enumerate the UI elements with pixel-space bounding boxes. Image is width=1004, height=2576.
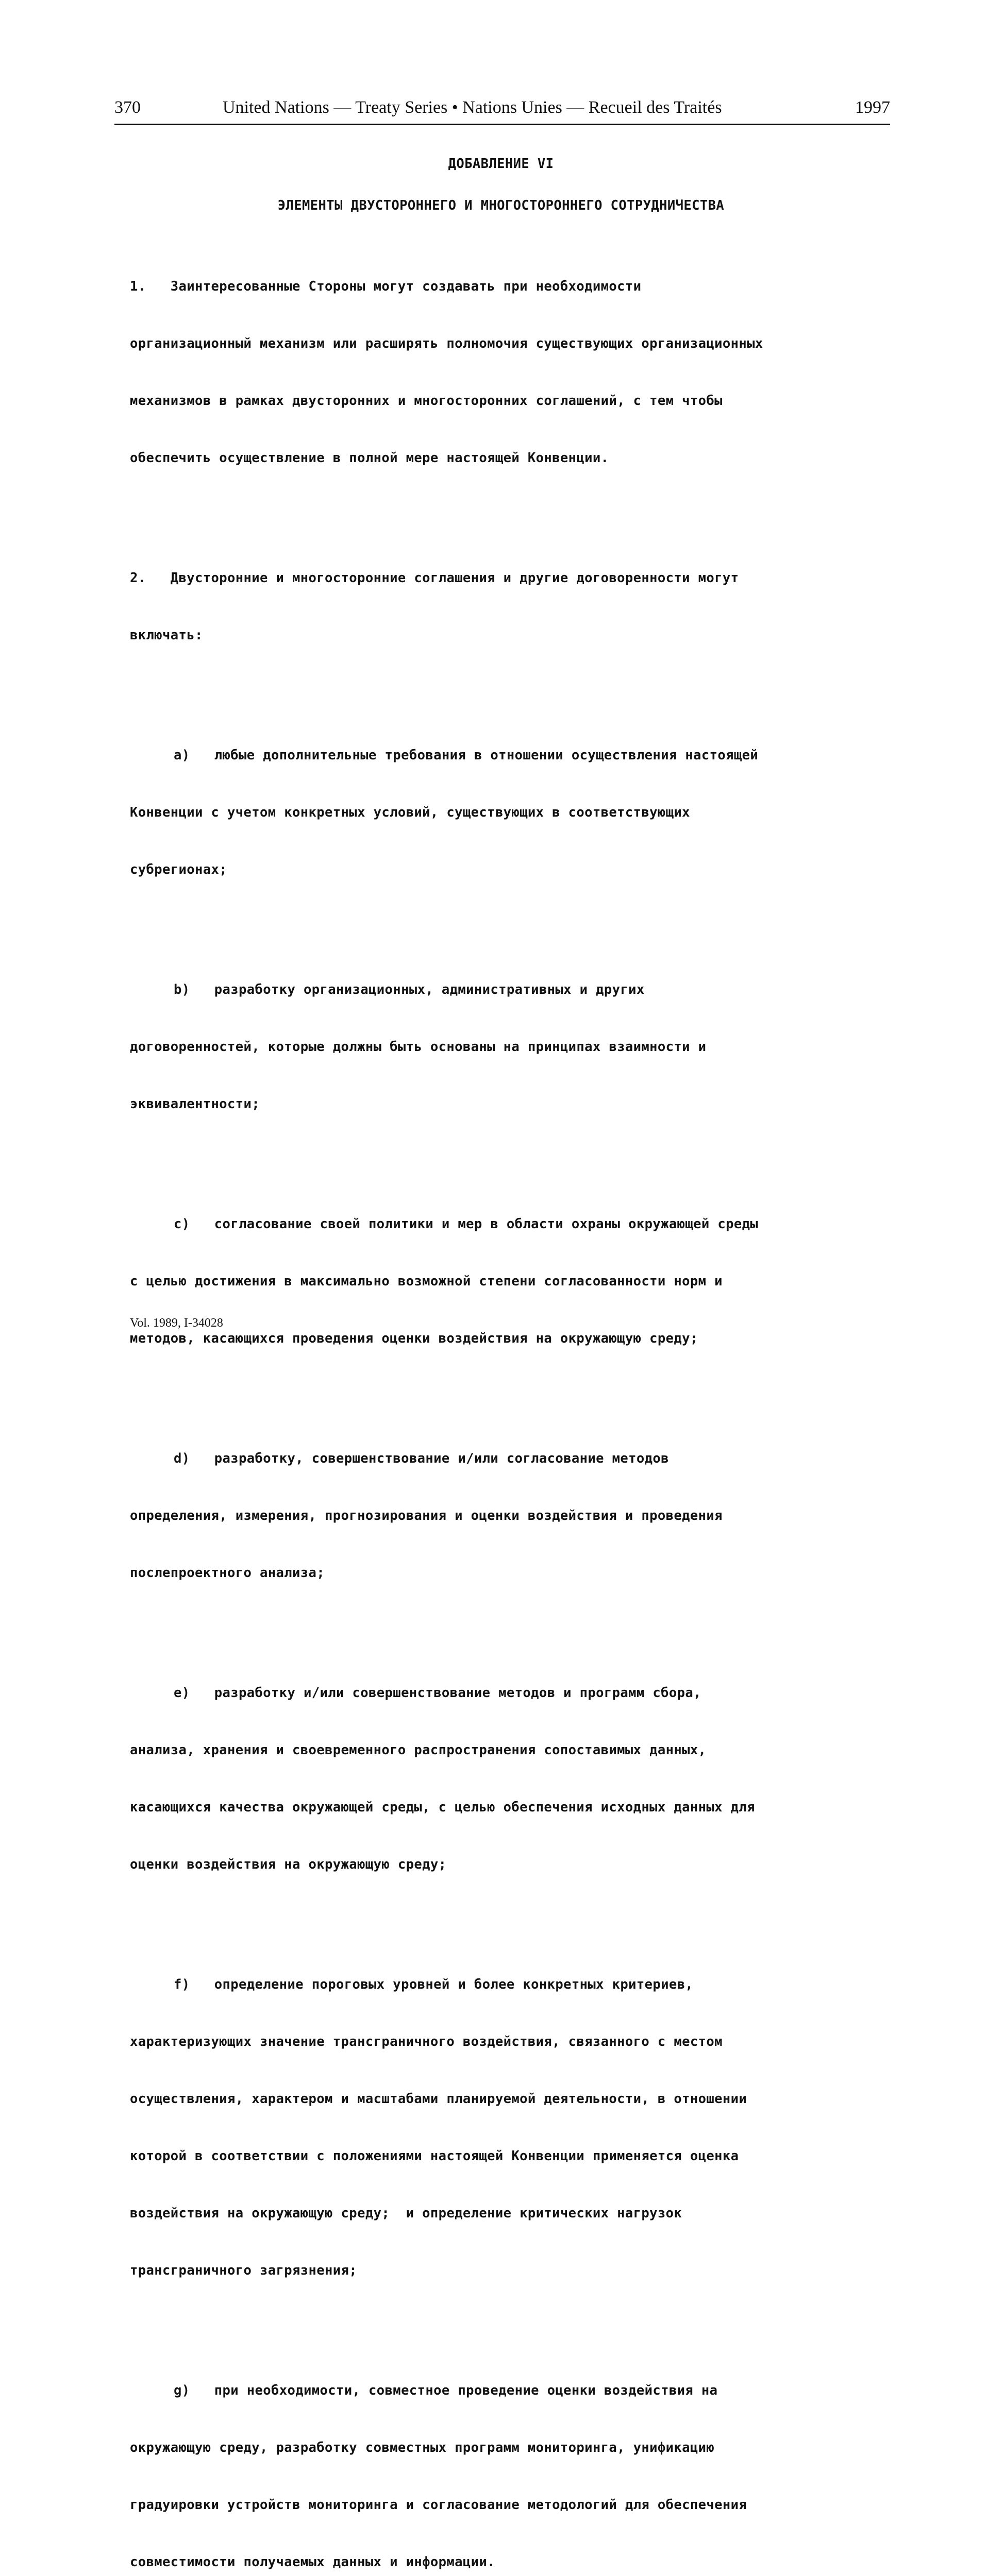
- item-line: оценки воздействия на окружающую среду;: [130, 1857, 447, 1872]
- item-a: [130, 708, 872, 918]
- item-line: субрегионах;: [130, 862, 228, 877]
- appendix-heading: ДОБАВЛЕНИЕ VI: [448, 156, 554, 172]
- item-line: e) разработку и/или совершенствование методов и программ сбора,: [174, 1685, 701, 1701]
- item-c: [130, 1177, 872, 1386]
- item-line: послепроектного анализа;: [130, 1565, 325, 1581]
- item-line: g) при необходимости, совместное проведение оценки воздействия на: [174, 2383, 718, 2398]
- paragraph-1: [130, 239, 872, 506]
- item-line: эквивалентности;: [130, 1096, 260, 1112]
- item-f: [130, 1937, 872, 2318]
- item-line: a) любые дополнительные требования в отношении осуществления настоящей: [174, 748, 759, 763]
- paragraph-line: обеспечить осуществление в полной мере настоящей Конвенции.: [130, 450, 609, 466]
- item-line: воздействия на окружающую среду; и определение критических нагрузок: [130, 2206, 682, 2221]
- item-line: Конвенции с учетом конкретных условий, существующих в соответствующих: [130, 805, 690, 820]
- paragraph-line: механизмов в рамках двусторонних и многосторонних соглашений, с тем чтобы: [130, 393, 723, 409]
- item-line: c) согласование своей политики и мер в области охраны окружающей среды: [174, 1216, 759, 1232]
- item-b: [130, 942, 872, 1152]
- item-line: b) разработку организационных, административных и других: [174, 982, 645, 997]
- page-number: 370: [114, 98, 141, 117]
- running-head: [114, 98, 890, 125]
- item-line: совместимости получаемых данных и информации.: [130, 2554, 495, 2570]
- item-line: d) разработку, совершенствование и/или согласование методов: [174, 1451, 669, 1466]
- paragraph-line: включать:: [130, 628, 203, 643]
- item-e: [130, 1646, 872, 1912]
- paragraph-2: [130, 531, 872, 683]
- item-line: осуществления, характером и масштабами планируемой деятельности, в отношении: [130, 2091, 747, 2107]
- appendix-body: [130, 155, 872, 2576]
- item-g: [130, 2343, 872, 2576]
- item-line: касающихся качества окружающей среды, с целью обеспечения исходных данных для: [130, 1800, 755, 1815]
- item-line: f) определение пороговых уровней и более конкретных критериев,: [174, 1977, 694, 1992]
- item-line: которой в соответствии с положениями настоящей Конвенции применяется оценка: [130, 2148, 739, 2164]
- item-line: с целью достижения в максимально возможной степени согласованности норм и: [130, 1274, 723, 1289]
- item-line: трансграничного загрязнения;: [130, 2263, 358, 2278]
- item-line: договоренностей, которые должны быть основаны на принципах взаимности и: [130, 1039, 707, 1055]
- item-line: окружающую среду, разработку совместных программ мониторинга, унификацию: [130, 2440, 715, 2455]
- appendix-subheading: ЭЛЕМЕНТЫ ДВУСТОРОННЕГО И МНОГОСТОРОННЕГО СОТРУДНИЧЕСТВА: [277, 198, 725, 213]
- item-d: [130, 1411, 872, 1621]
- item-line: методов, касающихся проведения оценки воздействия на окружающую среду;: [130, 1331, 698, 1346]
- paragraph-line: 1. Заинтересованные Стороны могут создавать при необходимости: [130, 279, 642, 294]
- volume-reference: Vol. 1989, I-34028: [130, 1316, 223, 1330]
- item-line: анализа, хранения и своевременного распространения сопоставимых данных,: [130, 1742, 707, 1758]
- item-line: характеризующих значение трансграничного воздействия, связанного с местом: [130, 2034, 723, 2049]
- item-line: градуировки устройств мониторинга и согласование методологий для обеспечения: [130, 2497, 747, 2513]
- year: 1997: [855, 98, 890, 117]
- paragraph-line: организационный механизм или расширять полномочия существующих организационных: [130, 336, 763, 351]
- item-line: определения, измерения, прогнозирования и оценки воздействия и проведения: [130, 1508, 723, 1523]
- series-title: United Nations — Treaty Series • Nations Unies — Recueil des Traités: [223, 98, 722, 117]
- paragraph-line: 2. Двусторонние и многосторонние соглашения и другие договоренности могут: [130, 570, 739, 586]
